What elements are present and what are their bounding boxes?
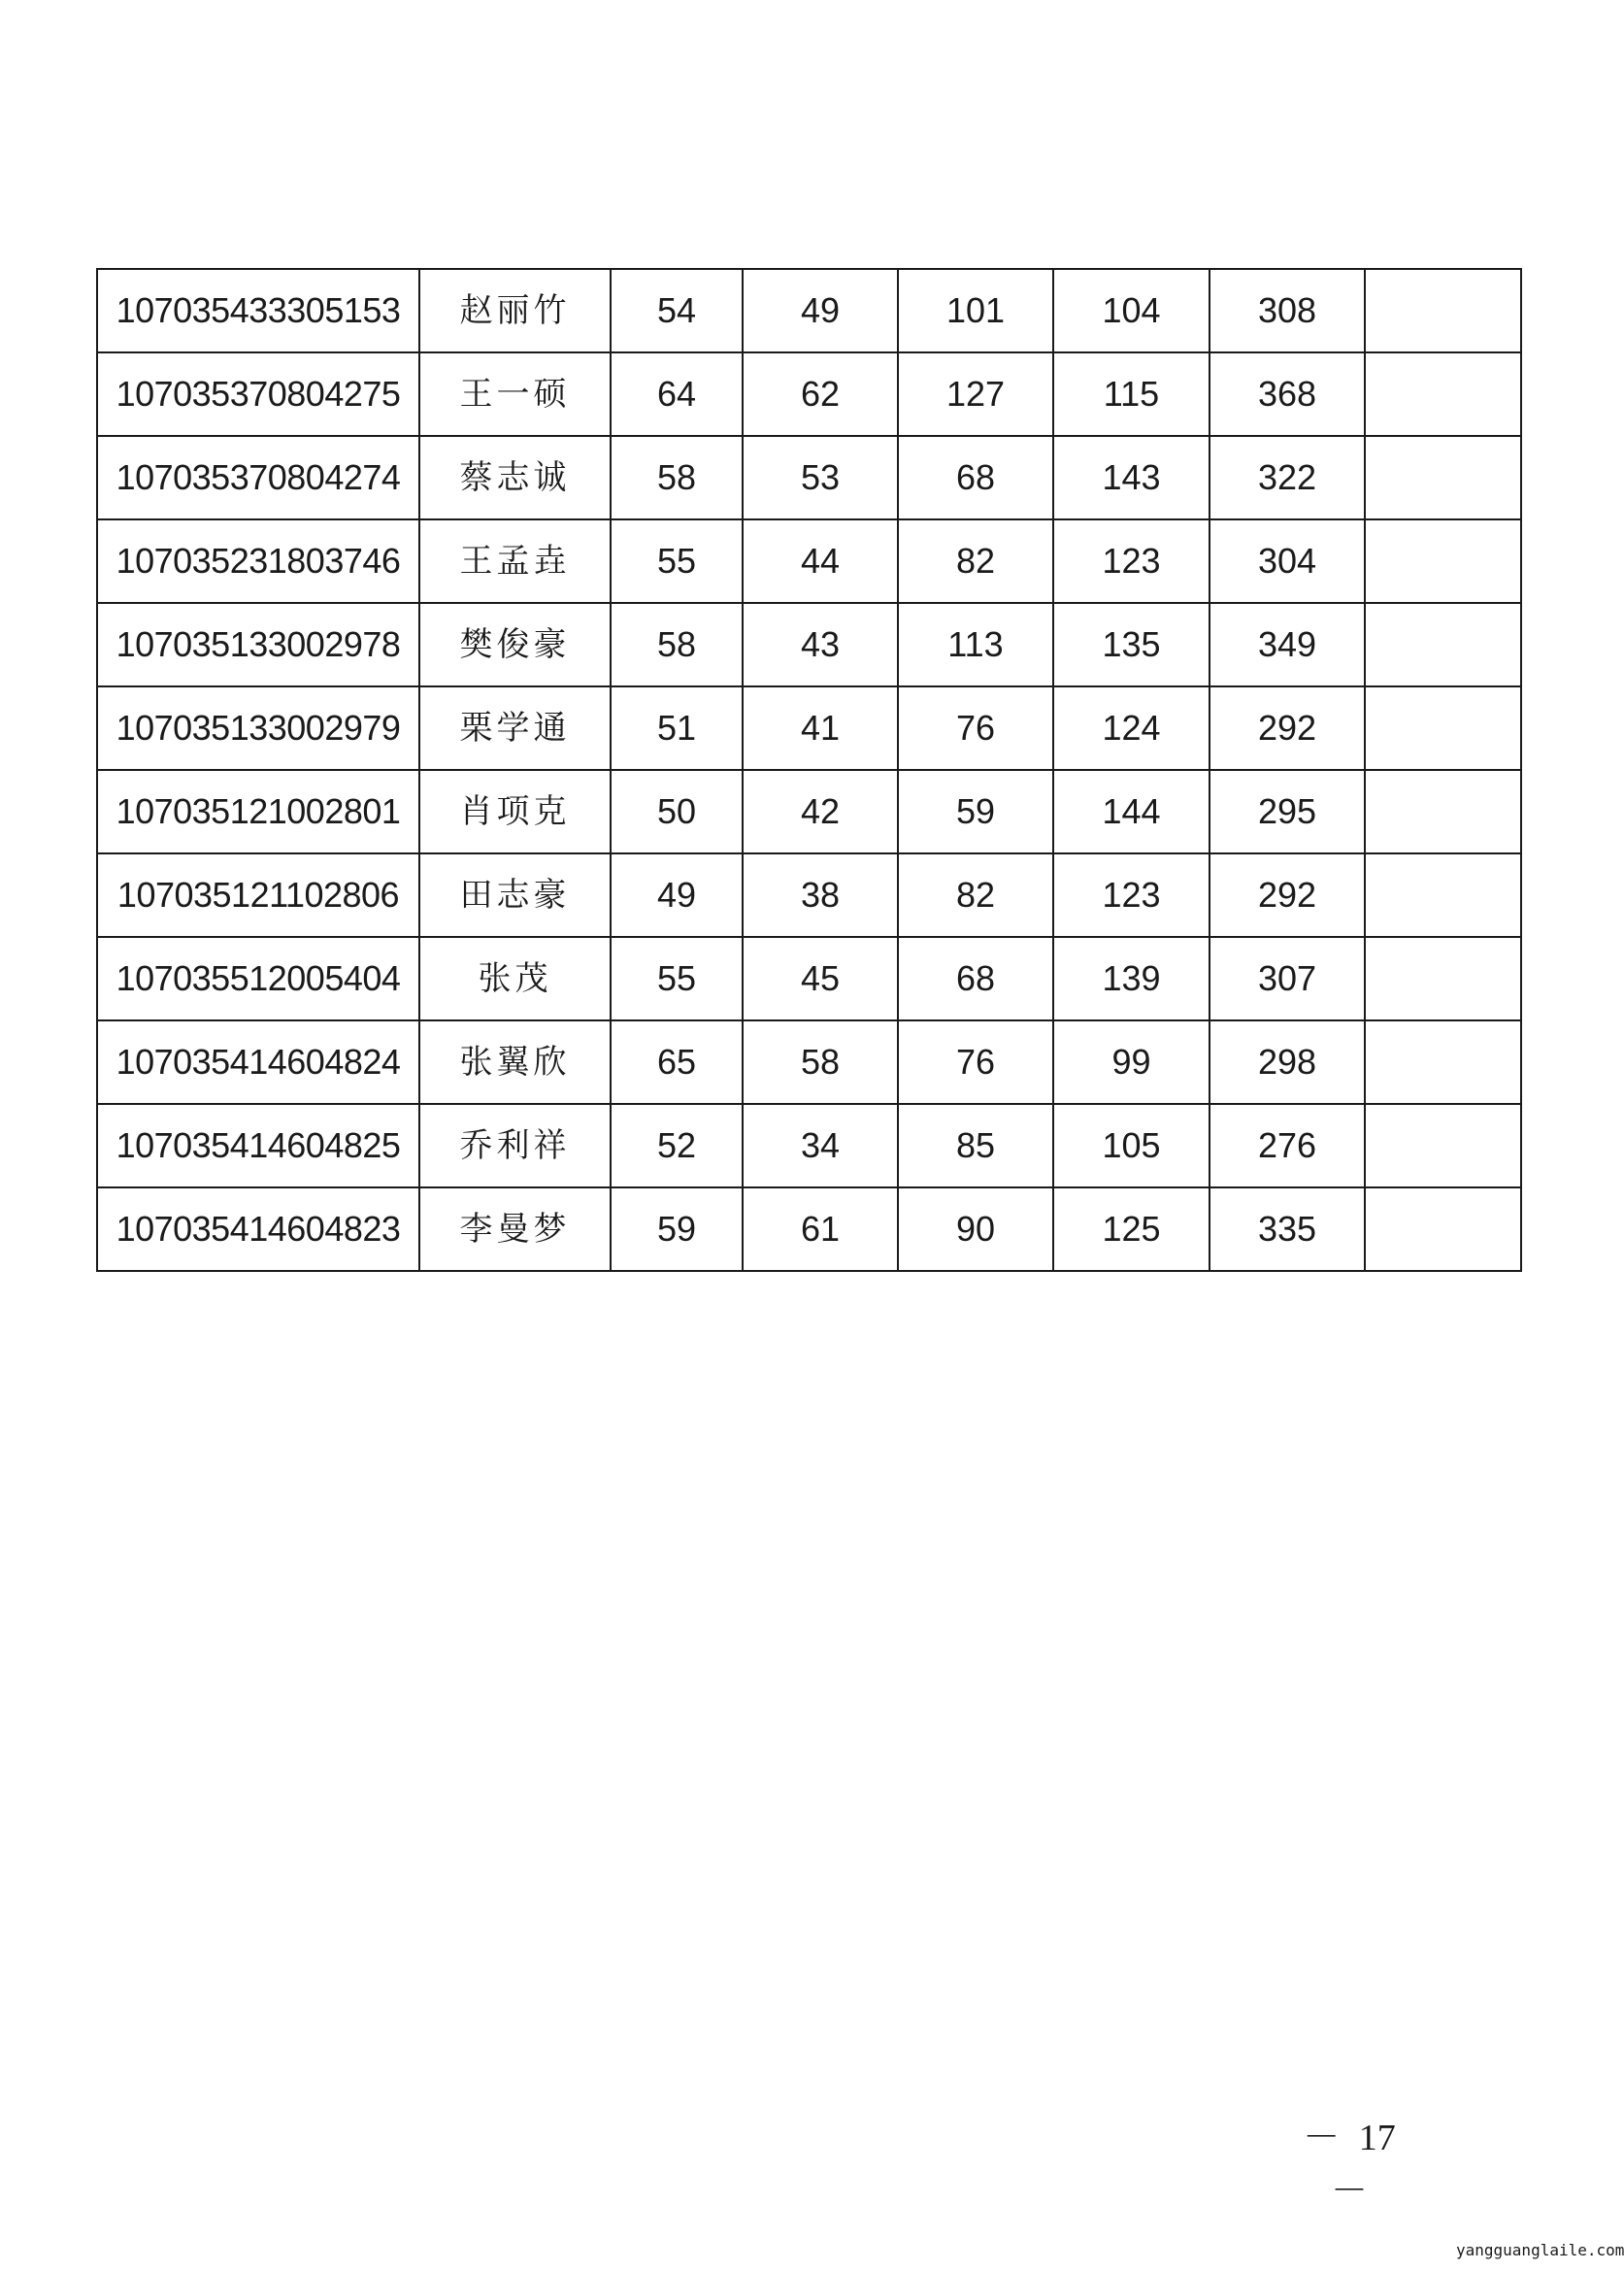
student-name-cell: 乔利祥 <box>419 1104 611 1187</box>
score-2-cell: 61 <box>743 1187 898 1271</box>
score-2-cell: 43 <box>743 603 898 686</box>
remark-cell <box>1365 603 1521 686</box>
score-4-cell: 99 <box>1053 1020 1210 1104</box>
remark-cell <box>1365 1020 1521 1104</box>
total-score-cell: 276 <box>1210 1104 1365 1187</box>
student-name-cell: 蔡志诚 <box>419 436 611 519</box>
student-name-cell: 李曼梦 <box>419 1187 611 1271</box>
score-1-cell: 65 <box>611 1020 743 1104</box>
score-4-cell: 105 <box>1053 1104 1210 1187</box>
score-2-cell: 42 <box>743 770 898 853</box>
score-3-cell: 76 <box>898 686 1053 770</box>
exam-id-cell: 107035414604825 <box>97 1104 419 1187</box>
score-1-cell: 59 <box>611 1187 743 1271</box>
score-3-cell: 76 <box>898 1020 1053 1104</box>
table-row <box>97 436 1521 519</box>
remark-cell <box>1365 937 1521 1020</box>
score-4-cell: 139 <box>1053 937 1210 1020</box>
score-1-cell: 52 <box>611 1104 743 1187</box>
score-3-cell: 113 <box>898 603 1053 686</box>
total-score-cell: 304 <box>1210 519 1365 603</box>
remark-cell <box>1365 269 1521 352</box>
student-name-cell: 张茂 <box>419 937 611 1020</box>
table-row <box>97 1187 1521 1271</box>
remark-cell <box>1365 686 1521 770</box>
remark-cell <box>1365 770 1521 853</box>
score-2-cell: 58 <box>743 1020 898 1104</box>
score-2-cell: 34 <box>743 1104 898 1187</box>
score-1-cell: 49 <box>611 853 743 937</box>
exam-id-cell: 107035133002978 <box>97 603 419 686</box>
score-3-cell: 68 <box>898 436 1053 519</box>
score-4-cell: 123 <box>1053 519 1210 603</box>
score-3-cell: 59 <box>898 770 1053 853</box>
total-score-cell: 298 <box>1210 1020 1365 1104</box>
student-name-cell: 赵丽竹 <box>419 269 611 352</box>
score-2-cell: 41 <box>743 686 898 770</box>
table-row <box>97 352 1521 436</box>
table-row <box>97 269 1521 352</box>
total-score-cell: 368 <box>1210 352 1365 436</box>
student-name-cell: 肖项克 <box>419 770 611 853</box>
exam-id-cell: 107035121102806 <box>97 853 419 937</box>
score-1-cell: 50 <box>611 770 743 853</box>
score-4-cell: 135 <box>1053 603 1210 686</box>
score-2-cell: 53 <box>743 436 898 519</box>
total-score-cell: 349 <box>1210 603 1365 686</box>
score-1-cell: 55 <box>611 937 743 1020</box>
score-3-cell: 85 <box>898 1104 1053 1187</box>
exam-id-cell: 107035370804274 <box>97 436 419 519</box>
exam-id-cell: 107035512005404 <box>97 937 419 1020</box>
score-3-cell: 68 <box>898 937 1053 1020</box>
table-row <box>97 519 1521 603</box>
score-3-cell: 101 <box>898 269 1053 352</box>
student-name-cell: 王一硕 <box>419 352 611 436</box>
score-2-cell: 38 <box>743 853 898 937</box>
page-number: － 17 － <box>1303 2118 1396 2212</box>
score-3-cell: 90 <box>898 1187 1053 1271</box>
remark-cell <box>1365 853 1521 937</box>
student-name-cell: 樊俊豪 <box>419 603 611 686</box>
score-2-cell: 62 <box>743 352 898 436</box>
score-1-cell: 64 <box>611 352 743 436</box>
score-table <box>96 268 1522 1272</box>
score-3-cell: 127 <box>898 352 1053 436</box>
total-score-cell: 322 <box>1210 436 1365 519</box>
score-1-cell: 55 <box>611 519 743 603</box>
remark-cell <box>1365 436 1521 519</box>
score-2-cell: 44 <box>743 519 898 603</box>
score-4-cell: 144 <box>1053 770 1210 853</box>
table-row <box>97 1104 1521 1187</box>
score-4-cell: 125 <box>1053 1187 1210 1271</box>
exam-id-cell: 107035414604823 <box>97 1187 419 1271</box>
exam-id-cell: 107035121002801 <box>97 770 419 853</box>
student-name-cell: 王孟垚 <box>419 519 611 603</box>
table-row <box>97 603 1521 686</box>
total-score-cell: 307 <box>1210 937 1365 1020</box>
total-score-cell: 308 <box>1210 269 1365 352</box>
score-4-cell: 124 <box>1053 686 1210 770</box>
remark-cell <box>1365 519 1521 603</box>
exam-id-cell: 107035231803746 <box>97 519 419 603</box>
table-row <box>97 853 1521 937</box>
exam-id-cell: 107035433305153 <box>97 269 419 352</box>
table-row <box>97 937 1521 1020</box>
exam-id-cell: 107035370804275 <box>97 352 419 436</box>
total-score-cell: 292 <box>1210 853 1365 937</box>
table-row <box>97 770 1521 853</box>
exam-id-cell: 107035414604824 <box>97 1020 419 1104</box>
score-4-cell: 115 <box>1053 352 1210 436</box>
score-1-cell: 58 <box>611 436 743 519</box>
total-score-cell: 292 <box>1210 686 1365 770</box>
total-score-cell: 295 <box>1210 770 1365 853</box>
score-2-cell: 45 <box>743 937 898 1020</box>
score-3-cell: 82 <box>898 519 1053 603</box>
table-row <box>97 1020 1521 1104</box>
student-name-cell: 张翼欣 <box>419 1020 611 1104</box>
score-1-cell: 54 <box>611 269 743 352</box>
score-table-body <box>97 269 1521 1271</box>
total-score-cell: 335 <box>1210 1187 1365 1271</box>
watermark-text: yangguanglaile.com <box>1456 2241 1624 2259</box>
table-row <box>97 686 1521 770</box>
student-name-cell: 田志豪 <box>419 853 611 937</box>
score-2-cell: 49 <box>743 269 898 352</box>
score-4-cell: 104 <box>1053 269 1210 352</box>
score-3-cell: 82 <box>898 853 1053 937</box>
remark-cell <box>1365 1104 1521 1187</box>
remark-cell <box>1365 352 1521 436</box>
score-1-cell: 58 <box>611 603 743 686</box>
exam-id-cell: 107035133002979 <box>97 686 419 770</box>
score-4-cell: 123 <box>1053 853 1210 937</box>
score-4-cell: 143 <box>1053 436 1210 519</box>
remark-cell <box>1365 1187 1521 1271</box>
student-name-cell: 栗学通 <box>419 686 611 770</box>
score-1-cell: 51 <box>611 686 743 770</box>
